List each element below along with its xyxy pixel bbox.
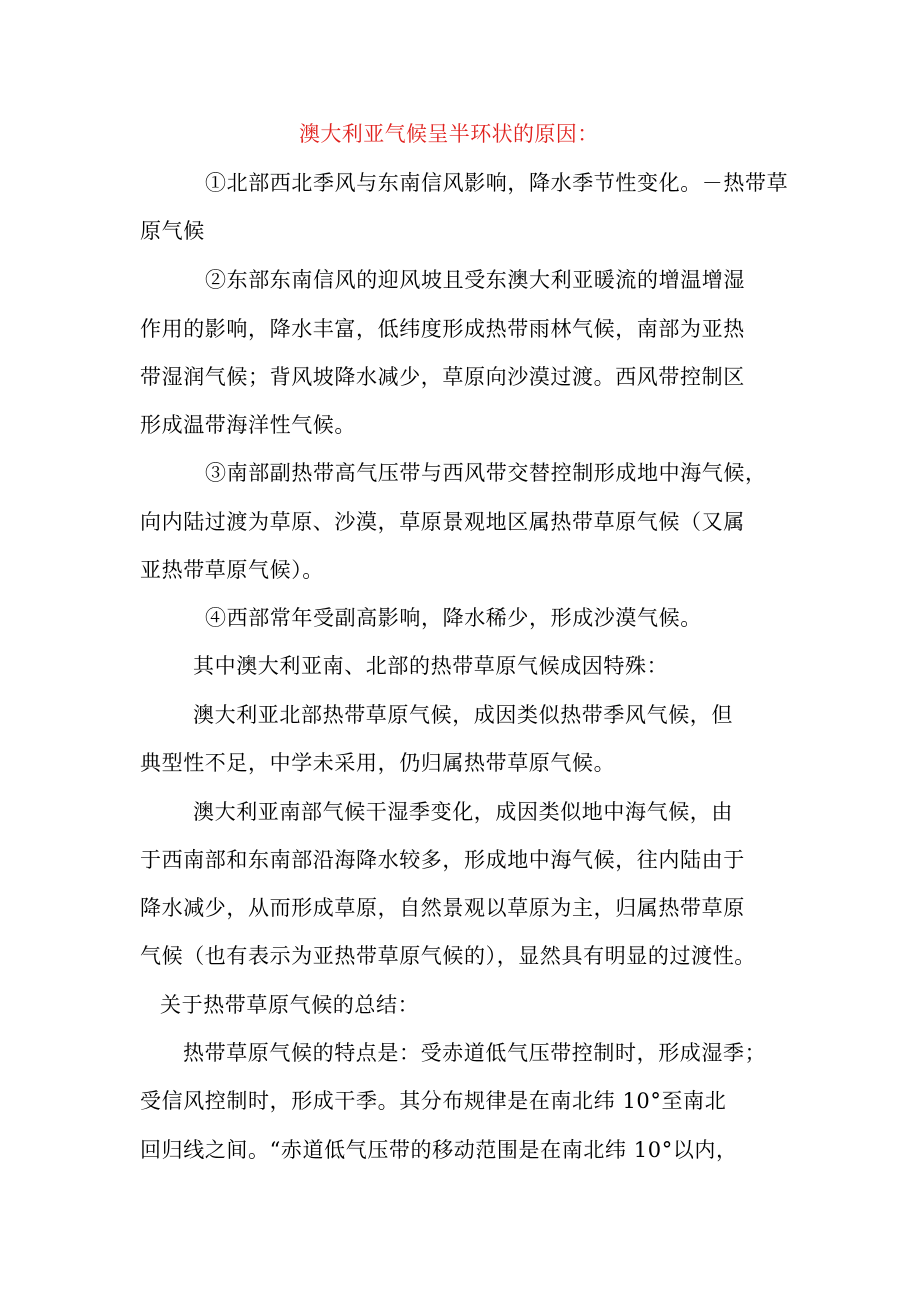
paragraph-line: 向内陆过渡为草原、沙漠，草原景观地区属热带草原气候（又属 bbox=[140, 510, 745, 534]
paragraph-line: 气候（也有表示为亚热带草原气候的），显然具有明显的过渡性。 bbox=[140, 944, 756, 968]
paragraph-line: 于西南部和东南部沿海降水较多，形成地中海气候，往内陆由于 bbox=[140, 848, 745, 872]
paragraph-line: 原气候 bbox=[140, 219, 205, 243]
paragraph-line: ②东部东南信风的迎风坡且受东澳大利亚暖流的增温增湿 bbox=[205, 268, 745, 292]
paragraph-line: 回归线之间。“赤道低气压带的移动范围是在南北纬 10°以内， bbox=[140, 1138, 738, 1162]
paragraph-line: 形成温带海洋性气候。 bbox=[140, 413, 356, 437]
paragraph-line: ①北部西北季风与东南信风影响，降水季节性变化。－热带草 bbox=[205, 171, 789, 195]
paragraph-line: 典型性不足，中学未采用，仍归属热带草原气候。 bbox=[140, 751, 616, 775]
paragraph-line: ④西部常年受副高影响，降水稀少，形成沙漠气候。 bbox=[205, 606, 702, 630]
paragraph-line: 带湿润气候；背风坡降水减少，草原向沙漠过渡。西风带控制区 bbox=[140, 365, 745, 389]
paragraph-line: 亚热带草原气候）。 bbox=[140, 558, 324, 582]
paragraph-line: 降水减少，从而形成草原，自然景观以草原为主，归属热带草原 bbox=[140, 896, 745, 920]
paragraph-line: 受信风控制时，形成干季。其分布规律是在南北纬 10°至南北 bbox=[140, 1089, 727, 1113]
paragraph-line: 热带草原气候的特点是：受赤道低气压带控制时，形成湿季； bbox=[183, 1041, 767, 1065]
section-heading: 关于热带草原气候的总结： bbox=[160, 993, 420, 1017]
paragraph-line: ③南部副热带高气压带与西风带交替控制形成地中海气候， bbox=[205, 461, 767, 485]
paragraph-line: 其中澳大利亚南、北部的热带草原气候成因特殊： bbox=[193, 654, 669, 678]
page-title: 澳大利亚气候呈半环状的原因： bbox=[299, 122, 599, 146]
paragraph-line: 作用的影响，降水丰富，低纬度形成热带雨林气候，南部为亚热 bbox=[140, 317, 745, 341]
paragraph-line: 澳大利亚北部热带草原气候，成因类似热带季风气候，但 bbox=[193, 703, 733, 727]
paragraph-line: 澳大利亚南部气候干湿季变化，成因类似地中海气候，由 bbox=[193, 800, 733, 824]
